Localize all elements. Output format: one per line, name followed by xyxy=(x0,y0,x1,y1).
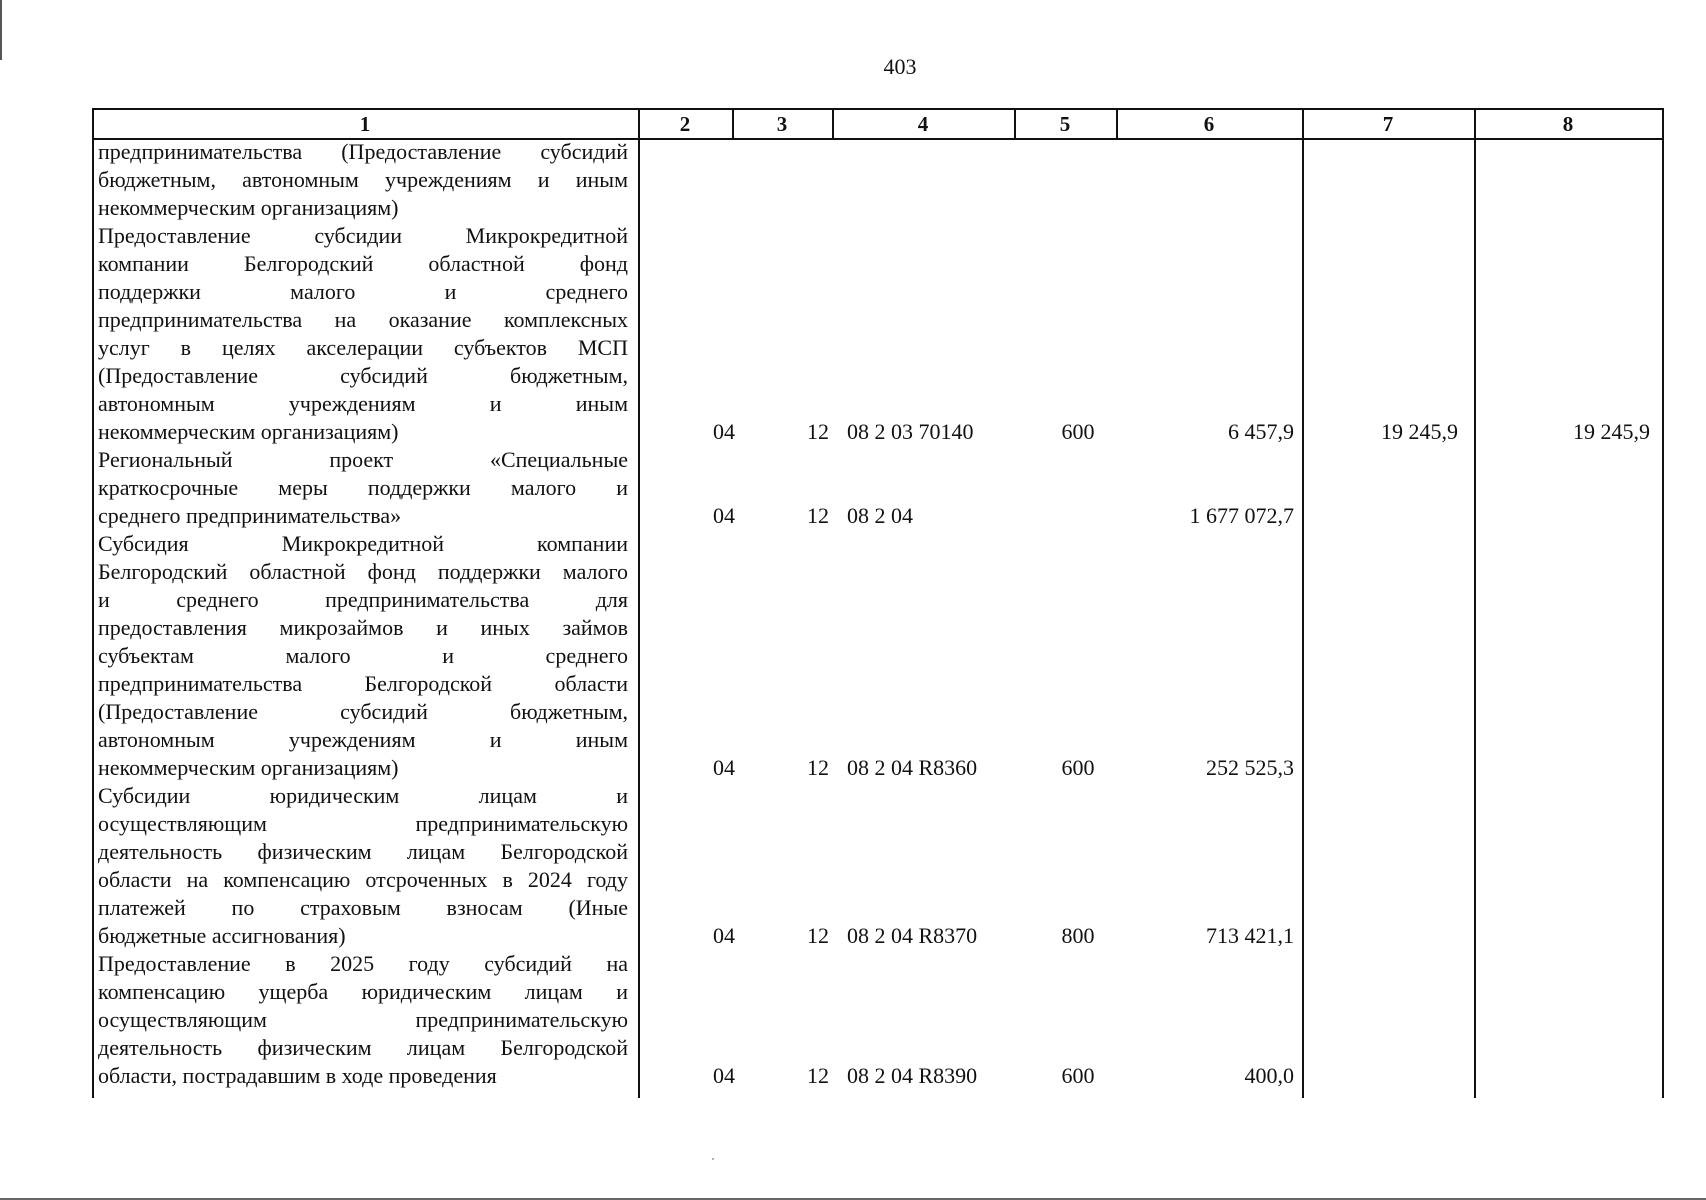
cell-col-6: 713 421,1 xyxy=(1206,923,1294,948)
description-line: платежей по страховым взносам (Иные xyxy=(98,895,628,920)
row-description xyxy=(98,138,628,222)
header-cell-1: 1 xyxy=(359,112,371,136)
cell-col-3: 12 xyxy=(807,503,829,528)
cell-col-2: 04 xyxy=(713,755,735,780)
description-line: Региональный проект «Специальные xyxy=(98,447,628,472)
cell-col-3: 12 xyxy=(807,755,829,780)
header-cell-2: 2 xyxy=(679,112,691,136)
description-line: автономным учреждениям и иным xyxy=(98,391,628,416)
description-line: области, пострадавшим в ходе проведения xyxy=(98,1063,497,1088)
description-line: Предоставление в 2025 году субсидий на xyxy=(98,951,628,976)
cell-col-4: 08 2 04 R8390 xyxy=(847,1063,978,1088)
description-line: услуг в целях акселерации субъектов МСП xyxy=(98,335,628,360)
cell-col-5: 600 xyxy=(1061,755,1095,780)
header-cell-4: 4 xyxy=(917,112,929,136)
description-line: (Предоставление субсидий бюджетным, xyxy=(98,699,628,724)
page-number: 403 xyxy=(883,54,917,79)
description-line: (Предоставление субсидий бюджетным, xyxy=(98,363,628,388)
description-line: некоммерческим организациям) xyxy=(98,419,399,444)
description-line: деятельность физическим лицам Белгородской xyxy=(98,839,628,864)
cell-col-5: 600 xyxy=(1061,1063,1095,1088)
description-line: автономным учреждениям и иным xyxy=(98,727,628,752)
row-description xyxy=(98,222,628,446)
cell-col-4: 08 2 04 xyxy=(847,503,913,528)
grid-line xyxy=(1474,108,1476,1098)
description-line: предоставления микрозаймов и иных займов xyxy=(98,615,628,640)
description-line: Белгородский областной фонд поддержки малого xyxy=(98,559,628,584)
header-cell-6: 6 xyxy=(1203,112,1215,136)
cell-col-8: 19 245,9 xyxy=(1573,419,1650,444)
header-cell-7: 7 xyxy=(1382,112,1394,136)
row-description xyxy=(98,446,628,530)
cell-col-3: 12 xyxy=(807,1063,829,1088)
scan-speck xyxy=(712,1158,714,1160)
description-line: осуществляющим предпринимательскую xyxy=(98,1007,628,1032)
cell-col-7: 19 245,9 xyxy=(1381,419,1458,444)
grid-line xyxy=(1662,108,1664,1098)
grid-line xyxy=(92,108,94,1098)
description-line: бюджетным, автономным учреждениям и иным xyxy=(98,167,628,192)
header-cell-8: 8 xyxy=(1562,112,1574,136)
cell-col-2: 04 xyxy=(713,503,735,528)
description-line: Предоставление субсидии Микрокредитной xyxy=(98,223,628,248)
description-line: некоммерческим организациям) xyxy=(98,195,399,220)
cell-col-2: 04 xyxy=(713,1063,735,1088)
cell-col-4: 08 2 04 R8360 xyxy=(847,755,978,780)
cell-col-6: 252 525,3 xyxy=(1206,755,1294,780)
description-line: предпринимательства на оказание комплексных xyxy=(98,307,628,332)
cell-col-4: 08 2 04 R8370 xyxy=(847,923,978,948)
cell-col-2: 04 xyxy=(713,419,735,444)
description-line: бюджетные ассигнования) xyxy=(98,923,346,948)
description-line: области на компенсацию отсроченных в 2024 году xyxy=(98,867,628,892)
row-description xyxy=(98,950,628,1090)
cell-col-2: 04 xyxy=(713,923,735,948)
budget-table xyxy=(92,108,1664,1098)
description-line: предпринимательства (Предоставление субсидий xyxy=(98,139,628,164)
row-description xyxy=(98,530,628,782)
description-line: краткосрочные меры поддержки малого и xyxy=(98,475,628,500)
header-cell-5: 5 xyxy=(1059,112,1071,136)
description-line: предпринимательства Белгородской области xyxy=(98,671,628,696)
cell-col-3: 12 xyxy=(807,923,829,948)
grid-line xyxy=(638,108,640,1098)
description-line: субъектам малого и среднего xyxy=(98,643,628,668)
description-line: среднего предпринимательства» xyxy=(98,503,402,528)
description-line: и среднего предпринимательства для xyxy=(98,587,628,612)
cell-col-4: 08 2 03 70140 xyxy=(847,419,974,444)
description-line: некоммерческим организациям) xyxy=(98,755,399,780)
cell-col-6: 1 677 072,7 xyxy=(1189,503,1294,528)
description-line: компании Белгородский областной фонд xyxy=(98,251,628,276)
description-line: Субсидия Микрокредитной компании xyxy=(98,531,628,556)
description-line: осуществляющим предпринимательскую xyxy=(98,811,628,836)
header-cell-3: 3 xyxy=(776,112,788,136)
cell-col-6: 6 457,9 xyxy=(1228,419,1294,444)
cell-col-5: 600 xyxy=(1061,419,1095,444)
description-line: Субсидии юридическим лицам и xyxy=(98,783,628,808)
scan-edge-left xyxy=(0,0,2,60)
description-line: поддержки малого и среднего xyxy=(98,279,628,304)
cell-col-3: 12 xyxy=(807,419,829,444)
description-line: деятельность физическим лицам Белгородской xyxy=(98,1035,628,1060)
cell-col-5: 800 xyxy=(1061,923,1095,948)
cell-col-6: 400,0 xyxy=(1244,1063,1294,1088)
row-description xyxy=(98,782,628,950)
description-line: компенсацию ущерба юридическим лицам и xyxy=(98,979,628,1004)
